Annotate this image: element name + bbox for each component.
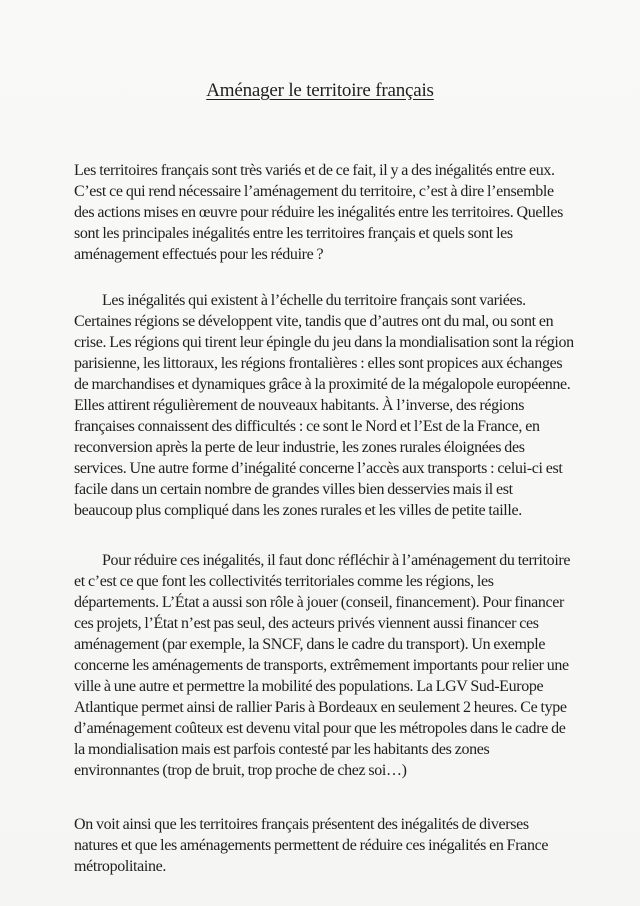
document-title: Aménager le territoire français (206, 80, 434, 101)
paragraph-planning: Pour réduire ces inégalités, il faut donc réfléchir à l’aménagement du territoire et c’est ce que font les collectivités territoriales comme les régions, les départements. L’État a aussi son rôle à jouer (conseil, financement). Pour financer ces projets, l’État n’est pas seul, des acteurs privés viennent aussi financer ces aménagement (par exemple, la SNCF, dans le cadre du transport). Un exemple concerne les aménagements de transports, extrêmement importants pour relier une ville à une autre et permettre la mobilité des populations. La LGV Sud-Europe Atlantique permet ainsi de rallier Paris à Bordeaux en seulement 2 heures. Ce type d’aménagement coûteux est devenu vital pour que les métropoles dans le cadre de la mondialisation mais est parfois contesté par les habitants des zones environnantes (trop de bruit, trop proche de chez soi…) (74, 552, 571, 779)
paragraph-introduction: Les territoires français sont très variés et de ce fait, il y a des inégalités entre eux. C’est ce qui rend nécessaire l’aménagement du territoire, c’est à dire l’ensemble des actions mises en œuvre pour réduire les inégalités entre les territoires. Quelles sont les principales inégalités entre les territoires français et quels sont les aménagement effectués pour les réduire ? (74, 162, 563, 263)
paragraph-conclusion: On voit ainsi que les territoires français présentent des inégalités de diverses natures et que les aménagements permettent de réduire ces inégalités en France métropolitaine. (74, 816, 549, 875)
paragraph-inequalities: Les inégalités qui existent à l’échelle du territoire français sont variées. Certaines régions se développent vite, tandis que d’autres ont du mal, ou sont en crise. Les régions qui tirent leur épingle du jeu dans la mondialisation sont la région parisienne, les littoraux, les régions frontalières : elles sont propices aux échanges de marchandises et dynamiques grâce à la proximité de la mégalopole européenne. Elles attirent régulièrement de nouveaux habitants. À l’inverse, des régions françaises connaissent des difficultés : ce sont le Nord et l’Est de la France, en reconversion après la perte de leur industrie, les zones rurales éloignées des services. Une autre forme d’inégalité concerne l’accès aux transports : celui-ci est facile dans un certain nombre de grandes villes bien desservies mais il est beaucoup plus compliqué dans les zones rurales et les villes de petite taille. (74, 292, 574, 519)
